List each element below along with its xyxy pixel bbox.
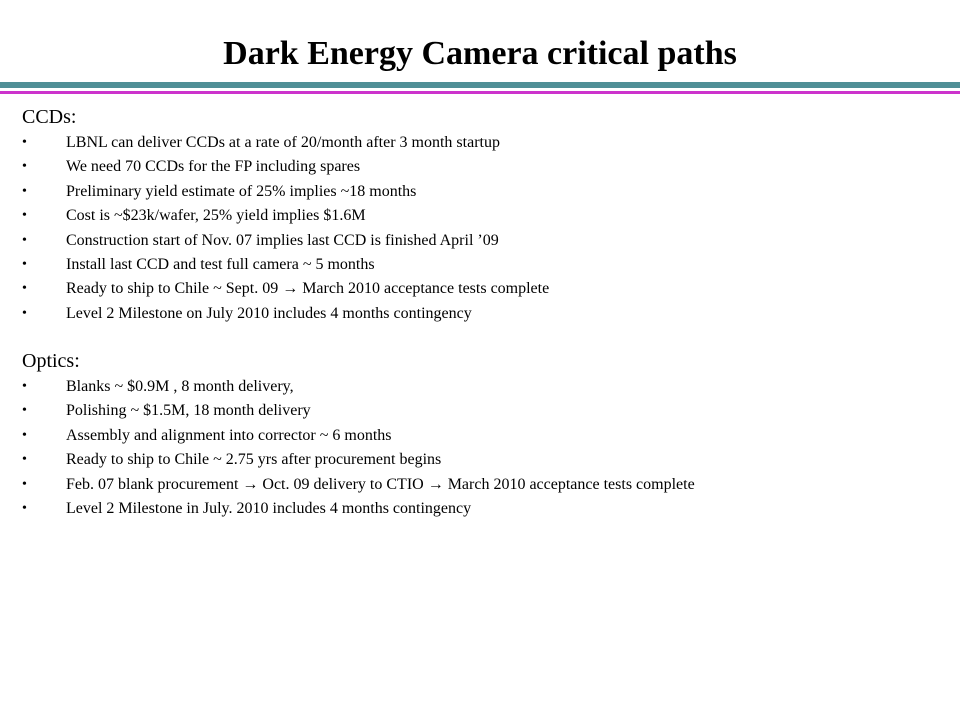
bullet-text: Assembly and alignment into corrector ~ 6 months: [66, 426, 392, 444]
optics-bullet-list: [22, 375, 942, 521]
list-item: [22, 399, 942, 423]
bullet-icon: •: [22, 183, 27, 199]
bullet-icon: •: [22, 403, 27, 419]
list-item: [22, 375, 942, 399]
optics-section: [22, 347, 942, 521]
bullet-text: Preliminary yield estimate of 25% implies ~18 months: [66, 182, 417, 200]
bullet-text: Polishing ~ $1.5M, 18 month delivery: [66, 402, 311, 420]
bullet-text: Blanks ~ $0.9M , 8 month delivery,: [66, 378, 294, 395]
title-divider-magenta: [0, 91, 960, 94]
bullet-icon: •: [22, 379, 27, 394]
list-item: [22, 155, 942, 179]
list-item: [22, 448, 942, 472]
list-item: [22, 302, 942, 326]
bullet-icon: •: [22, 452, 27, 468]
bullet-icon: •: [22, 232, 27, 248]
bullet-text: Cost is ~$23k/wafer, 25% yield implies $1.6M: [66, 207, 366, 225]
bullet-icon: •: [22, 501, 27, 517]
bullet-text: We need 70 CCDs for the FP including spares: [66, 158, 361, 176]
bullet-icon: •: [22, 281, 27, 297]
list-item: [22, 131, 942, 155]
bullet-text: Level 2 Milestone in July. 2010 includes 4 months contingency: [66, 500, 472, 518]
bullet-text: Ready to ship to Chile ~ 2.75 yrs after procurement begins: [66, 451, 442, 469]
bullet-text: Feb. 07 blank procurement → Oct. 09 delivery to CTIO → March 2010 acceptance tests complete: [66, 475, 695, 493]
bullet-text: Ready to ship to Chile ~ Sept. 09 → March 2010 acceptance tests complete: [66, 280, 550, 298]
optics-heading: Optics:: [22, 350, 80, 372]
bullet-icon: •: [22, 208, 27, 224]
list-item: [22, 229, 942, 253]
list-item: [22, 253, 942, 277]
bullet-text: Install last CCD and test full camera ~ 5 months: [66, 256, 375, 274]
ccds-heading: CCDs:: [22, 106, 77, 128]
ccds-section: [22, 103, 942, 326]
list-item: [22, 473, 942, 497]
list-item: [22, 277, 942, 301]
bullet-text: Level 2 Milestone on July 2010 includes 4 months contingency: [66, 304, 472, 322]
bullet-icon: •: [22, 476, 27, 492]
bullet-icon: •: [22, 427, 27, 443]
bullet-icon: •: [22, 135, 27, 150]
list-item: [22, 497, 942, 521]
bullet-icon: •: [22, 305, 27, 321]
bullet-icon: •: [22, 257, 27, 273]
list-item: [22, 424, 942, 448]
bullet-icon: •: [22, 159, 27, 175]
title-divider-teal: [0, 82, 960, 88]
bullet-text: Construction start of Nov. 07 implies last CCD is finished April ’09: [66, 231, 499, 249]
list-item: [22, 204, 942, 228]
list-item: [22, 180, 942, 204]
ccds-bullet-list: [22, 131, 942, 326]
bullet-text: LBNL can deliver CCDs at a rate of 20/month after 3 month startup: [66, 134, 500, 151]
slide-title: Dark Energy Camera critical paths: [223, 35, 737, 72]
